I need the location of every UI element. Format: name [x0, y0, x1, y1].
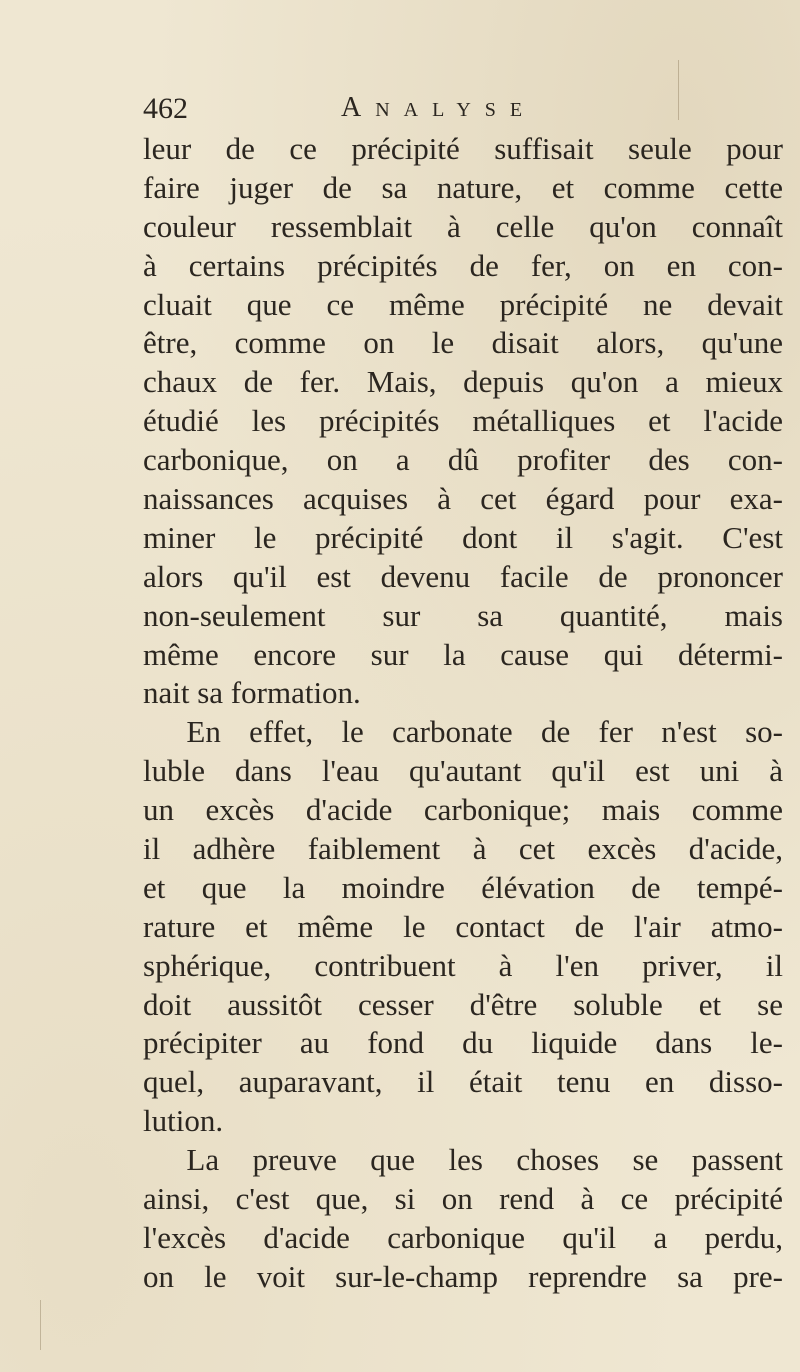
text-line: cluait que ce même précipité ne devait — [143, 286, 783, 322]
text-line: non-seulement sur sa quantité, mais — [143, 597, 783, 633]
page-number: 462 — [143, 92, 188, 125]
text-line: luble dans l'eau qu'autant qu'il est uni à — [143, 753, 783, 789]
text-line: chaux de fer. Mais, depuis qu'on a mieux — [143, 364, 783, 400]
text-line: ainsi, c'est que, si on rend à ce précipité — [143, 1181, 783, 1217]
text-line: rature et même le contact de l'air atmo- — [143, 908, 783, 944]
text-line: couleur ressemblait à celle qu'on connaît — [143, 208, 783, 244]
page-header — [143, 92, 783, 132]
text-line: naissances acquises à cet égard pour exa- — [143, 481, 783, 517]
text-line: on le voit sur-le-champ reprendre sa pre- — [143, 1258, 783, 1294]
paper-crease — [40, 1300, 41, 1350]
text-line: il adhère faiblement à cet excès d'acide, — [143, 831, 783, 867]
text-line: doit aussitôt cesser d'être soluble et se — [143, 986, 783, 1022]
running-head: Analyse — [341, 92, 537, 123]
text-line: En effet, le carbonate de fer n'est so- — [186, 714, 783, 750]
text-line: sphérique, contribuent à l'en priver, il — [143, 947, 783, 983]
text-line: La preuve que les choses se passent — [186, 1142, 783, 1178]
text-line: lution. — [143, 1103, 224, 1139]
text-line: alors qu'il est devenu facile de prononcer — [143, 558, 783, 594]
text-line: leur de ce précipité suffisait seule pour — [143, 131, 783, 166]
text-line: faire juger de sa nature, et comme cette — [143, 169, 783, 205]
paper-crease — [678, 60, 679, 120]
text-line: être, comme on le disait alors, qu'une — [143, 325, 783, 361]
text-line: même encore sur la cause qui détermi- — [143, 636, 783, 672]
text-line: l'excès d'acide carbonique qu'il a perdu, — [143, 1219, 783, 1255]
text-line: nait sa formation. — [143, 675, 361, 711]
body-text — [143, 130, 783, 1297]
text-line: à certains précipités de fer, on en con- — [143, 247, 783, 283]
text-line: miner le précipité dont il s'agit. C'est — [143, 519, 783, 555]
text-line: carbonique, on a dû profiter des con- — [143, 442, 783, 478]
text-line: et que la moindre élévation de tempé- — [143, 869, 783, 905]
text-line: précipiter au fond du liquide dans le- — [143, 1025, 783, 1061]
text-line: étudié les précipités métalliques et l'acide — [143, 403, 783, 439]
text-line: un excès d'acide carbonique; mais comme — [143, 792, 783, 828]
text-line: quel, auparavant, il était tenu en disso- — [143, 1064, 783, 1100]
